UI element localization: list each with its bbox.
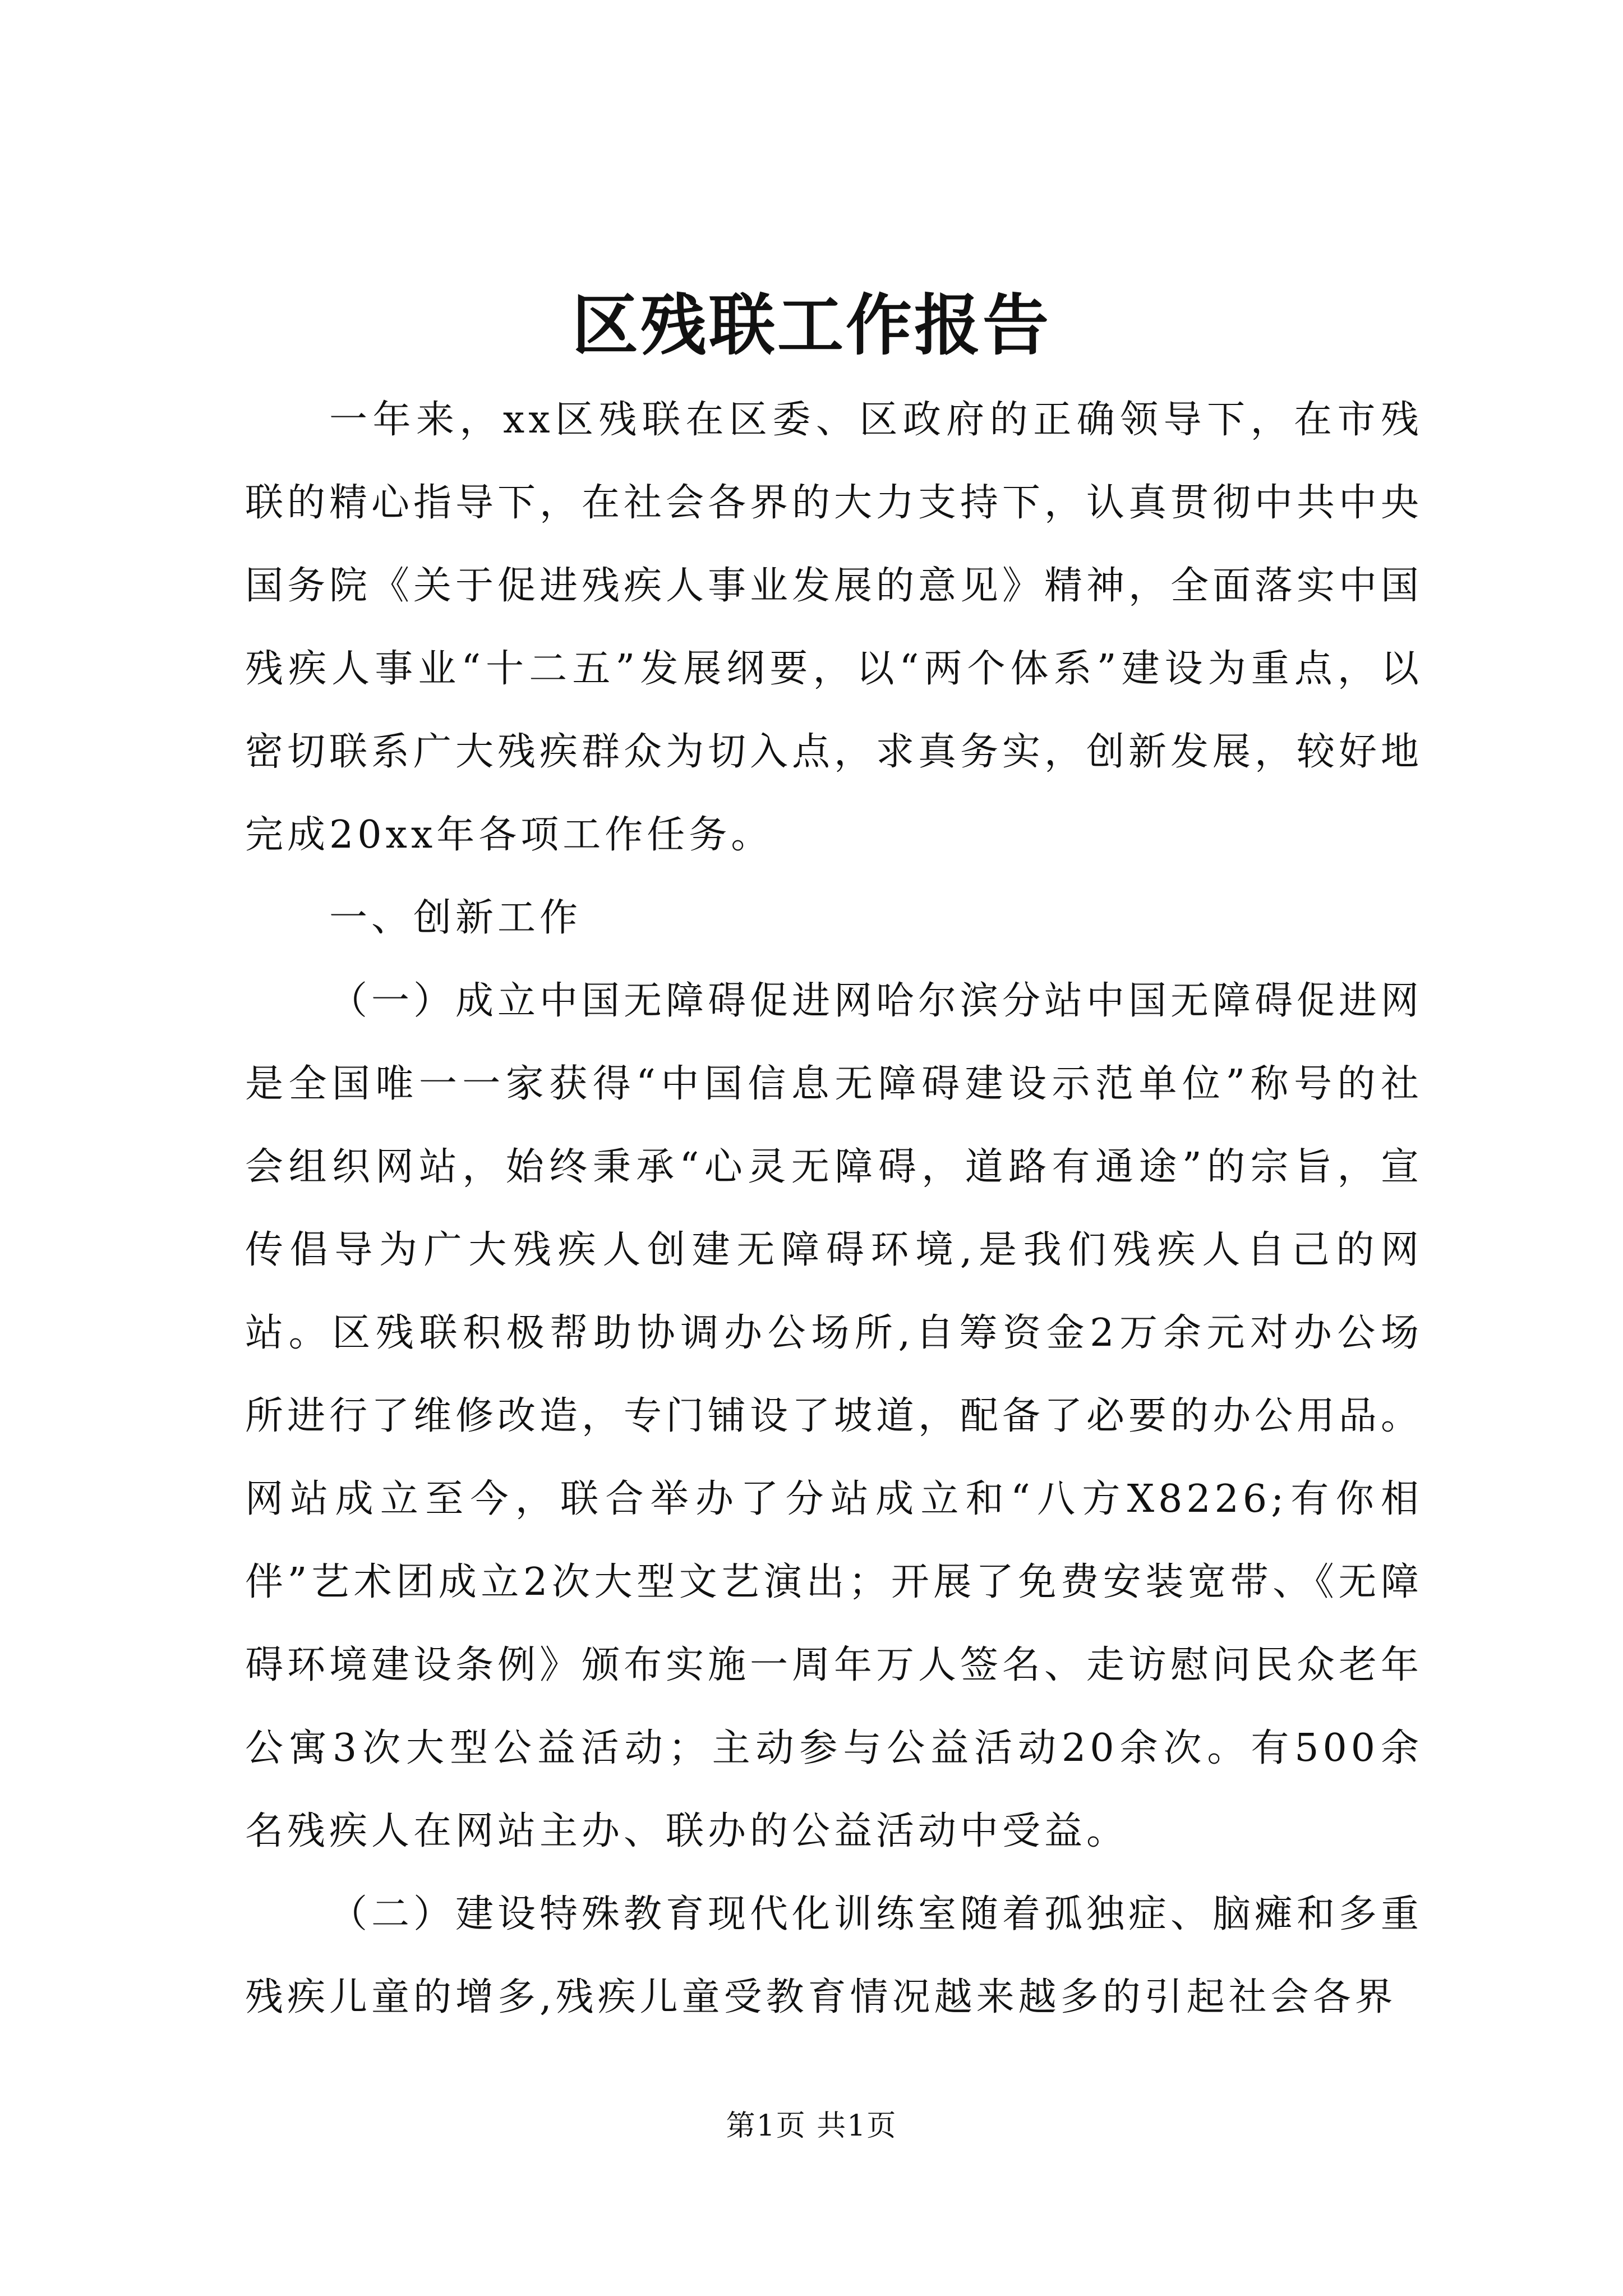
paragraph-intro: 一年来，xx区残联在区委、区政府的正确领导下，在市残联的精心指导下，在社会各界的大力支持下，认真贯彻中共中央国务院《关于促进残疾人事业发展的意见》精神，全面落实中国残疾人事业“十二五”发展纲要，以“两个体系”建设为重点，以密切联系广大残疾群众为切入点，求真务实，创新发展，较好地完成20xx年各项工作任务。 <box>245 398 1423 857</box>
paragraph-accessibility-website: （一）成立中国无障碍促进网哈尔滨分站中国无障碍促进网是全国唯一一家获得“中国信息无障碍建设示范单位”称号的社会组织网站，始终秉承“心灵无障碍，道路有通途”的宗旨，宣传倡导为广大残疾人创建无障碍环境,是我们残疾人自己的网站。区残联积极帮助协调办公场所,自筹资金2万余元对办公场所进行了维修改造，专门铺设了坡道，配备了必要的办公用品。网站成立至今，联合举办了分站成立和“八方X8226;有你相伴”艺术团成立2次大型文艺演出；开展了免费安装宽带、《无障碍环境建设条例》颁布实施一周年万人签名、走访慰问民众老年公寓3次大型公益活动；主动参与公益活动20余次。有500余名残疾人在网站主办、联办的公益活动中受益。 <box>245 979 1423 1853</box>
paragraph-special-education: （二）建设特殊教育现代化训练室随着孤独症、脑瘫和多重残疾儿童的增多,残疾儿童受教育情况越来越多的引起社会各界 <box>245 1892 1423 2019</box>
document-body <box>245 379 1423 2039</box>
page-number-footer: 第1页 共1页 <box>726 2109 897 2143</box>
document-title: 区残联工作报告 <box>571 286 1051 364</box>
section-heading-innovation: 一、创新工作 <box>329 896 582 940</box>
